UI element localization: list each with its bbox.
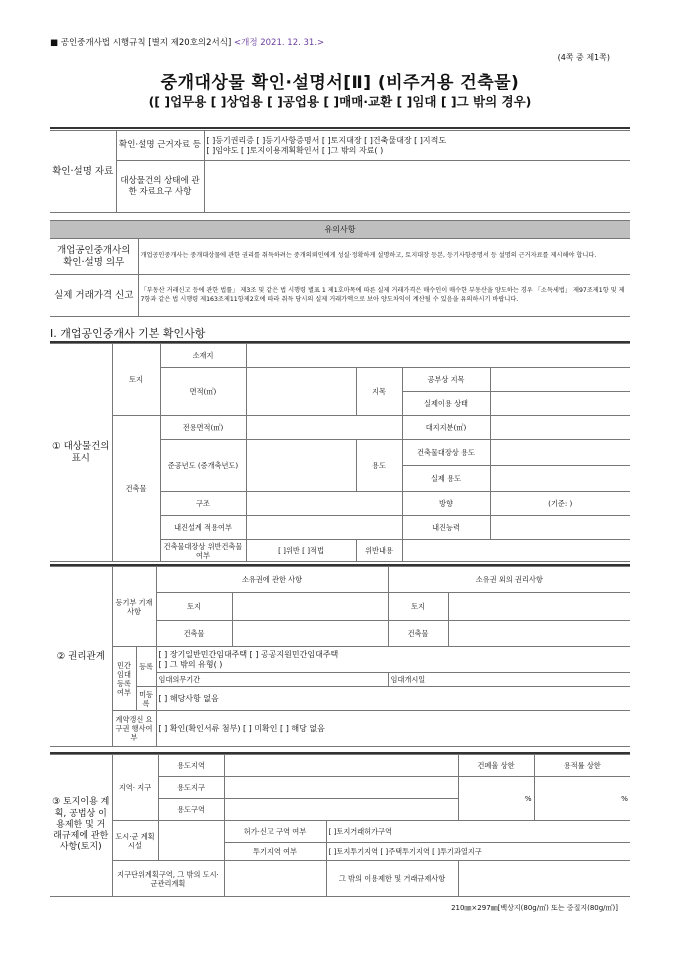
public-jimok-field[interactable]: [490, 368, 630, 392]
far-field[interactable]: %: [534, 777, 630, 821]
use-label: 용도: [356, 440, 402, 492]
report-label: 실제 거래가격 신고: [50, 275, 138, 317]
registry-use-label: 건축물대장상 용도: [402, 440, 490, 466]
violation-detail-field[interactable]: [402, 540, 630, 562]
actual-use-label: 실제이용 상태: [402, 392, 490, 416]
use-area-field[interactable]: [224, 755, 458, 777]
own-land-field[interactable]: [232, 593, 388, 621]
land-share-field[interactable]: [490, 416, 630, 440]
paper-spec: 210㎜×297㎜[백상지(80g/㎡) 또는 중질지(80g/㎡)]: [451, 904, 618, 912]
other-building-label: 건축물: [388, 621, 448, 647]
land-label: 토지: [112, 344, 160, 416]
urban-facility-field[interactable]: [158, 821, 224, 861]
revision-date: <개정 2021. 12. 31.>: [234, 38, 325, 48]
zone-label: 지역· 지구: [112, 755, 158, 821]
rights-label: ② 권리관계: [50, 567, 112, 747]
jimok-label: 지목: [356, 368, 402, 416]
none-checkbox[interactable]: [ ] 해당사항 없음: [156, 687, 630, 711]
other-building-field[interactable]: [448, 621, 630, 647]
structure-field[interactable]: [246, 492, 402, 516]
notes-table: [50, 220, 630, 317]
unregistered-label: 미등록: [136, 687, 156, 711]
direction-base[interactable]: (기준: ): [490, 492, 630, 516]
exclusive-area-label: 전용면적(㎡): [160, 416, 246, 440]
permit-label: 허가·신고 구역 여부: [224, 821, 326, 843]
top-border: [50, 127, 630, 129]
structure-label: 구조: [160, 492, 246, 516]
other-land-label: 토지: [388, 593, 448, 621]
violation-label: 건축물대장상 위반건축물 여부: [160, 540, 246, 562]
renewal-checkboxes[interactable]: [ ] 확인(확인서류 첨부) [ ] 미확인 [ ] 해당 없음: [156, 711, 630, 747]
private-rental-label: 민간 임대 등록 여부: [112, 647, 136, 711]
district-plan-field[interactable]: [224, 861, 326, 897]
other-limits-field[interactable]: [458, 861, 630, 897]
building-label: 건축물: [112, 416, 160, 562]
rights-table: [50, 566, 630, 747]
other-rights-header: 소유권 외의 권리사항: [388, 567, 630, 593]
confirmation-group-label: 확인·설명 자료: [50, 131, 116, 213]
registry-use-field[interactable]: [490, 440, 630, 466]
own-building-field[interactable]: [232, 621, 388, 647]
page-number: (4쪽 중 제1쪽): [557, 53, 610, 62]
other-land-field[interactable]: [448, 593, 630, 621]
district-plan-label: 지구단위계획구역, 그 밖의 도시·군관리계획: [112, 861, 224, 897]
report-text: 「부동산 거래신고 등에 관한 법률」 제3조 및 같은 법 시행령 별표 1 제1호마목에 따른 실제 거래가격은 매수인이 매수한 부동산을 양도하는 경우 「소득세법」 제97조제1항 및 제7항과 같은 법 시행령 제163조제11항제2호에 따라 취득 당시의 실제 거래가액으로 보아 양도차익이 계산될 수 있음을 유의하시기 바랍니다.: [138, 275, 630, 317]
permit-checkbox[interactable]: [ ]토지거래허가구역: [326, 821, 630, 843]
request-label: 대상물건의 상태에 관한 자료요구 사항: [116, 161, 204, 213]
land-share-label: 대지지분(㎡): [402, 416, 490, 440]
seismic-design-label: 내진설계 적용여부: [160, 516, 246, 540]
request-field[interactable]: [204, 161, 630, 213]
speculation-label: 투기지역 여부: [224, 843, 326, 861]
area-field[interactable]: [246, 368, 356, 416]
use-zone-label: 용도구역: [158, 799, 224, 821]
land-use-table: [50, 754, 630, 897]
violation-checkboxes[interactable]: [ ]위반 [ ]적법: [246, 540, 356, 562]
use-area-label: 용도지역: [158, 755, 224, 777]
basis-label: 확인·설명 근거자료 등: [116, 131, 204, 161]
basis-checklist[interactable]: [ ]등기권리증 [ ]등기사항증명서 [ ]토지대장 [ ]건축물대장 [ ]지적도 [ ]임야도 [ ]토지이용계획확인서 [ ]그 밖의 자료( ): [204, 131, 630, 161]
public-jimok-label: 공부상 지목: [402, 368, 490, 392]
duty-period-label: 임대의무기간: [156, 673, 388, 687]
speculation-checkboxes[interactable]: [ ]토지투기지역 [ ]주택투기지역 [ ]투기과열지구: [326, 843, 630, 861]
land-use-label: ③ 토지이용 계획, 공법상 이용제한 및 거래규제에 관한 사항(토지): [50, 755, 112, 897]
registration-type-checkboxes[interactable]: [ ] 장기일반민간임대주택 [ ] 공공지원민간임대주택 [ ] 그 밖의 유형( ): [156, 647, 630, 673]
bcr-label: 건폐율 상한: [458, 755, 534, 777]
actual-use2-field[interactable]: [490, 466, 630, 492]
use-district-label: 용도지구: [158, 777, 224, 799]
registry-label: 등기부 기재사항: [112, 567, 156, 647]
address-field[interactable]: [246, 344, 630, 368]
duty-label: 개업공인중개사의 확인·설명 의무: [50, 239, 138, 275]
confirmation-table: [50, 130, 630, 213]
use-district-field[interactable]: [224, 777, 458, 799]
exclusive-area-field[interactable]: [246, 416, 402, 440]
form-law-reference: ■ 공인중개사법 시행규칙 [별지 제20호의2서식] <개정 2021. 12. 31.>: [50, 38, 325, 48]
urban-facility-label: 도시·군 계획시설: [112, 821, 158, 861]
seismic-capacity-field[interactable]: [490, 516, 630, 540]
seismic-capacity-label: 내진능력: [402, 516, 490, 540]
renewal-label: 계약갱신 요구권 행사여부: [112, 711, 156, 747]
direction-label: 방향: [402, 492, 490, 516]
section-1-title: Ⅰ. 개업공인중개사 기본 확인사항: [50, 327, 206, 340]
address-label: 소재지: [160, 344, 246, 368]
notes-header: 유의사항: [50, 221, 630, 239]
actual-use-field[interactable]: [490, 392, 630, 416]
area-label: 면적(㎡): [160, 368, 246, 416]
registered-label: 등록: [136, 647, 156, 687]
object-label: ① 대상물건의 표시: [50, 344, 112, 562]
duty-text: 개업공인중개사는 중개대상물에 관한 권리를 취득하려는 중개의뢰인에게 성실·정확하게 설명하고, 토지대장 등본, 등기사항증명서 등 설명의 근거자료를 제시해야 합니다.: [138, 239, 630, 275]
actual-use2-label: 실제 용도: [402, 466, 490, 492]
own-land-label: 토지: [156, 593, 232, 621]
own-building-label: 건축물: [156, 621, 232, 647]
other-limits-label: 그 밖의 이용제한 및 거래규제사항: [326, 861, 458, 897]
use-zone-field[interactable]: [224, 799, 458, 821]
ownership-header: 소유권에 관한 사항: [156, 567, 388, 593]
violation-detail-label: 위반내용: [356, 540, 402, 562]
completion-year-field[interactable]: [246, 440, 356, 492]
object-table: [50, 343, 630, 562]
bcr-field[interactable]: %: [458, 777, 534, 821]
completion-year-label: 준공년도 (증개축년도): [160, 440, 246, 492]
form-title: 중개대상물 확인·설명서[Ⅱ] (비주거용 건축물): [160, 73, 520, 93]
form-subtitle: ([ ]업무용 [ ]상업용 [ ]공업용 [ ]매매·교환 [ ]임대 [ ]그 밖의 경우): [148, 94, 532, 109]
start-date-label: 임대개시일: [388, 673, 630, 687]
seismic-design-field[interactable]: [246, 516, 402, 540]
far-label: 용적률 상한: [534, 755, 630, 777]
